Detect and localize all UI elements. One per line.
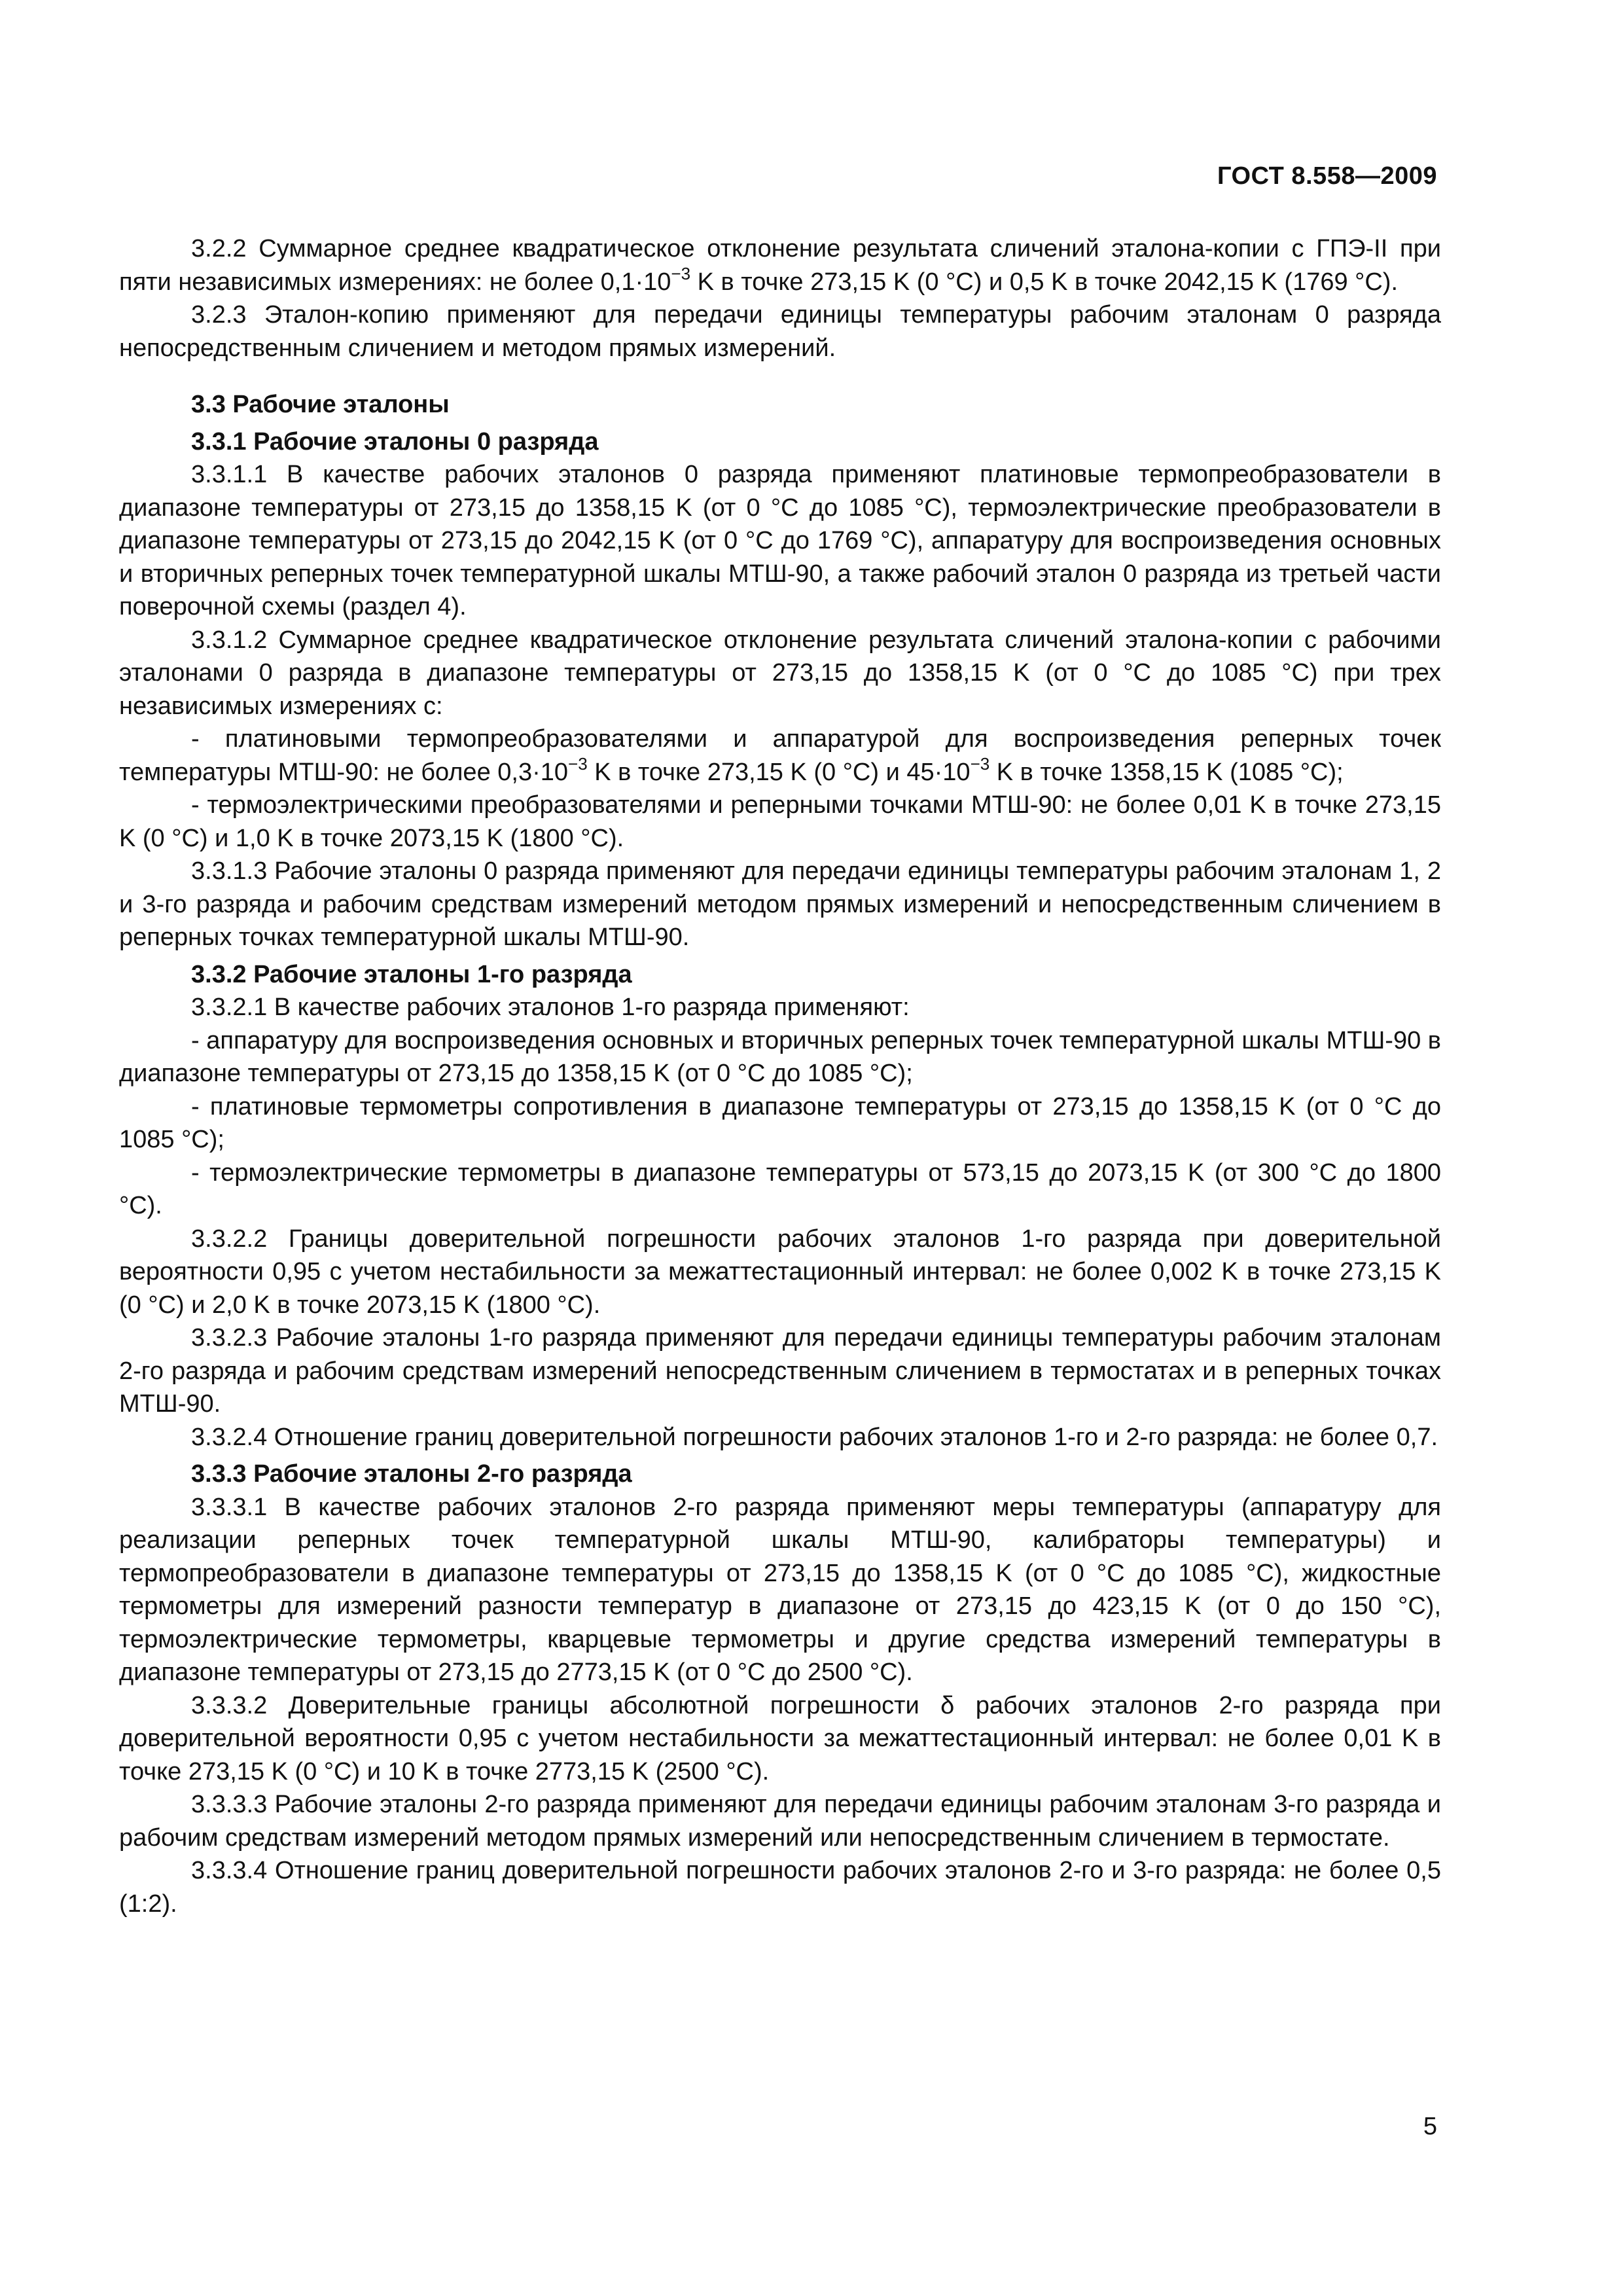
paragraph-3-3-1-1: 3.3.1.1 В качестве рабочих эталонов 0 разряда применяют платиновые термопреобразователи в диапазоне температуры от 273,15 до 1358,15 K (от 0 °C до 1085 °C), термоэлектрические преобразователи в диапазоне температуры от 273,15 до 2042,15 K (от 0 °C до 1769 °C), аппаратуру для воспроизведения основных и вторичных реперных точек температурной шкалы МТШ-90, а также рабочий эталон 0 разряда из третьей части поверочной схемы (раздел 4).: [119, 461, 1441, 620]
paragraph-3-2-2: 3.2.2 Суммарное среднее квадратическое отклонение результата сличений эталона-копии с ГПЭ-II при пяти независимых измерениях: не более $0,1\cdot 10^{-3}$ K в точке 273,15 K (0 °C) и 0,5 K в точке 2042,15 K (1769 °C).: [119, 235, 1441, 296]
paragraph-3-3-1-2: 3.3.1.2 Суммарное среднее квадратическое отклонение результата сличений эталона-копии с рабочими эталонами 0 разряда в диапазоне температуры от 273,15 до 1358,15 K (от 0 °C до 1085 °C) при трех независимых измерениях с:: [119, 626, 1441, 720]
page-number: 5: [1423, 2113, 1437, 2140]
list-item-platinum: - платиновыми термопреобразователями и аппаратурой для воспроизведения реперных точек температуры МТШ-90: не более $0,3\cdot 10^{-3}$ K в точке 273,15 K (0 °C) и $45\cdot 10^{-3}$ K в точке 1358,15 K (1085 °C);: [119, 725, 1441, 786]
list-item-resistance-thermometers: - платиновые термометры сопротивления в диапазоне температуры от 273,15 до 1358,15 K (от 0 °C до 1085 °C);: [119, 1092, 1441, 1153]
section-heading-3-3-2: 3.3.2 Рабочие эталоны 1-го разряда: [191, 960, 632, 988]
document-body: [119, 232, 1441, 1920]
paragraph-3-3-3-1: 3.3.3.1 В качестве рабочих эталонов 2-го разряда применяют меры температуры (аппаратуру для реализации реперных точек температурной шкалы МТШ-90, калибраторы температуры) и термопреобразователи в диапазоне температуры от 273,15 до 1358,15 K (от 0 °C до 1085 °C), жидкостные термометры для измерений разности температур в диапазоне от 273,15 до 423,15 K (от 0 до 150 °C), термоэлектрические термометры, кварцевые термометры и другие средства измерений температуры в диапазоне температуры от 273,15 до 2773,15 K (от 0 °C до 2500 °C).: [119, 1493, 1441, 1686]
paragraph-3-3-3-4: 3.3.3.4 Отношение границ доверительной погрешности рабочих эталонов 2-го и 3-го разряда: не более 0,5 (1:2).: [119, 1857, 1441, 1918]
list-item-apparatus: - аппаратуру для воспроизведения основных и вторичных реперных точек температурной шкалы МТШ-90 в диапазоне температуры от 273,15 до 1358,15 K (от 0 °C до 1085 °C);: [119, 1026, 1441, 1087]
paragraph-3-3-2-3: 3.3.2.3 Рабочие эталоны 1-го разряда применяют для передачи единицы температуры рабочим эталонам 2-го разряда и рабочим средствам измерений непосредственным сличением в термостатах и в реперных точках МТШ-90.: [119, 1324, 1441, 1418]
section-heading-3-3-1: 3.3.1 Рабочие эталоны 0 разряда: [191, 427, 599, 456]
paragraph-3-3-2-1: 3.3.2.1 В качестве рабочих эталонов 1-го разряда применяют:: [191, 994, 910, 1021]
list-item-thermoelectric: - термоэлектрическими преобразователями и реперными точками МТШ-90: не более 0,01 K в точке 273,15 K (0 °C) и 1,0 K в точке 2073,15 K (1800 °C).: [119, 791, 1441, 852]
paragraph-3-3-3-2: 3.3.3.2 Доверительные границы абсолютной погрешности δ рабочих эталонов 2-го разряда при доверительной вероятности 0,95 с учетом нестабильности за межаттестационный интервал: не более 0,01 K в точке 273,15 K (0 °C) и 10 K в точке 2773,15 K (2500 °C).: [119, 1691, 1441, 1785]
paragraph-3-2-3: 3.2.3 Эталон-копию применяют для передачи единицы температуры рабочим эталонам 0 разряда непосредственным сличением и методом прямых измерений.: [119, 301, 1441, 362]
paragraph-3-3-2-2: 3.3.2.2 Границы доверительной погрешности рабочих эталонов 1-го разряда при доверительной вероятности 0,95 с учетом нестабильности за межаттестационный интервал: не более 0,002 K в точке 273,15 K (0 °C) и 2,0 K в точке 2073,15 K (1800 °C).: [119, 1225, 1441, 1319]
list-item-thermoelectric-thermometers: - термоэлектрические термометры в диапазоне температуры от 573,15 до 2073,15 K (от 300 °C до 1800 °C).: [119, 1158, 1441, 1219]
section-heading-3-3-3: 3.3.3 Рабочие эталоны 2-го разряда: [191, 1460, 632, 1488]
paragraph-3-3-2-4: 3.3.2.4 Отношение границ доверительной погрешности рабочих эталонов 1-го и 2-го разряда: не более 0,7.: [191, 1423, 1438, 1451]
section-heading-3-3: 3.3 Рабочие эталоны: [191, 391, 450, 418]
paragraph-3-3-1-3: 3.3.1.3 Рабочие эталоны 0 разряда применяют для передачи единицы температуры рабочим эталонам 1, 2 и 3-го разряда и рабочим средствам измерений методом прямых измерений и непосредственным сличением в реперных точках температурной шкалы МТШ-90.: [119, 857, 1441, 951]
paragraph-3-3-3-3: 3.3.3.3 Рабочие эталоны 2-го разряда применяют для передачи единицы рабочим эталонам 3-го разряда и рабочим средствам измерений методом прямых измерений или непосредственным сличением в термостате.: [119, 1791, 1441, 1852]
document-header: ГОСТ 8.558—2009: [1217, 162, 1437, 190]
